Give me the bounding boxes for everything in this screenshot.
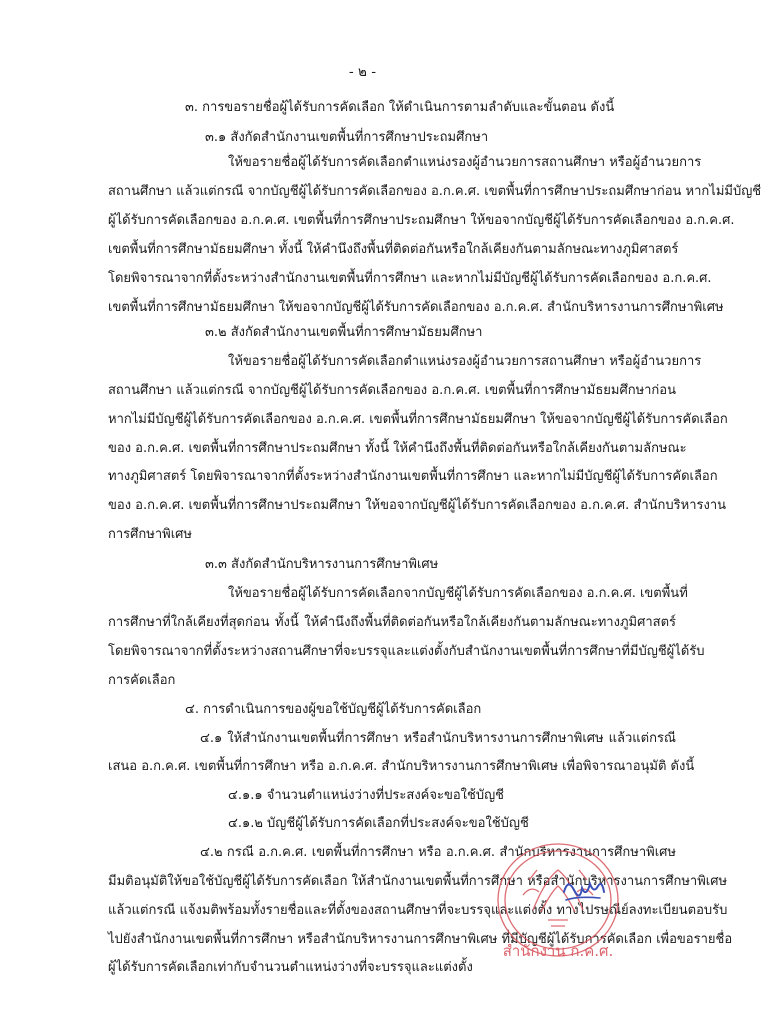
document-line: การคัดเลือก [108, 673, 176, 688]
document-line: ทางภูมิศาสตร์ โดยพิจารณาจากที่ตั้งระหว่างสำนักงานเขตพื้นที่การศึกษา และหากไม่มีบัญชีผู้ได้รับการคัดเลือก [108, 469, 718, 484]
document-line: สถานศึกษา แล้วแต่กรณี จากบัญชีผู้ได้รับการคัดเลือกของ อ.ก.ค.ศ. เขตพื้นที่การศึกษามัธยมศึกษาก่อน [108, 383, 676, 398]
document-line: เสนอ อ.ก.ค.ศ. เขตพื้นที่การศึกษา หรือ อ.ก.ค.ศ. สำนักบริหารงานการศึกษาพิเศษ เพื่อพิจารณาอนุมัติ ดังนี้ [108, 759, 695, 774]
document-line: ๓. การขอรายชื่อผู้ได้รับการคัดเลือก ให้ดำเนินการตามลำดับและขั้นตอน ดังนี้ [185, 100, 615, 115]
document-line: ๔. การดำเนินการของผู้ขอใช้บัญชีผู้ได้รับการคัดเลือก [185, 702, 482, 717]
document-line: ๔.๑ ให้สำนักงานเขตพื้นที่การศึกษา หรือสำนักบริหารงานการศึกษาพิเศษ แล้วแต่กรณี [200, 731, 676, 746]
document-line: ให้ขอรายชื่อผู้ได้รับการคัดเลือกตำแหน่งรองผู้อำนวยการสถานศึกษา หรือผู้อำนวยการ [228, 155, 702, 170]
document-line: ๔.๒ กรณี อ.ก.ค.ศ. เขตพื้นที่การศึกษา หรือ อ.ก.ค.ศ. สำนักบริหารงานการศึกษาพิเศษ [200, 845, 676, 860]
page-number: - ๒ - [348, 64, 377, 80]
document-line: ของ อ.ก.ค.ศ. เขตพื้นที่การศึกษาประถมศึกษา ให้ขอจากบัญชีผู้ได้รับการคัดเลือกของ อ.ก.ค.ศ. สำนักบริหารงาน [108, 498, 727, 513]
document-line: แล้วแต่กรณี แจ้งมติพร้อมทั้งรายชื่อและที่ตั้งของสถานศึกษาที่จะบรรจุและแต่งตั้ง ทางไปรษณีย์ลงทะเบียนตอบรับ [108, 903, 728, 918]
document-line: โดยพิจารณาจากที่ตั้งระหว่างสถานศึกษาที่จะบรรจุและแต่งตั้งกับสำนักงานเขตพื้นที่การศึกษาที่มีบัญชีผู้ได้รับ [108, 644, 705, 659]
document-line: ๓.๑ สังกัดสำนักงานเขตพื้นที่การศึกษาประถมศึกษา [205, 130, 489, 145]
document-line: โดยพิจารณาจากที่ตั้งระหว่างสำนักงานเขตพื้นที่การศึกษา และหากไม่มีบัญชีผู้ได้รับการคัดเลือกของ อ.ก.ค.ศ. [108, 271, 712, 286]
document-line: ๔.๑.๒ บัญชีผู้ได้รับการคัดเลือกที่ประสงค์จะขอใช้บัญชี [228, 816, 529, 831]
handwritten-signature [558, 872, 608, 908]
document-line: ผู้ได้รับการคัดเลือกของ อ.ก.ค.ศ. เขตพื้นที่การศึกษาประถมศึกษา ให้ขอจากบัญชีผู้ได้รับการคัดเลือกของ อ.ก.ค.ศ. [108, 213, 735, 228]
document-line: การศึกษาพิเศษ [108, 527, 192, 542]
document-line: ผู้ได้รับการคัดเลือกเท่ากับจำนวนตำแหน่งว่างที่จะบรรจุและแต่งตั้ง [108, 960, 473, 975]
document-line: การศึกษาที่ใกล้เคียงที่สุดก่อน ทั้งนี้ ให้คำนึงถึงพื้นที่ติดต่อกันหรือใกล้เคียงกันตามลักษณะทางภูมิศาสตร์ [108, 615, 676, 630]
document-line: ๓.๒ สังกัดสำนักงานเขตพื้นที่การศึกษามัธยมศึกษา [205, 325, 483, 340]
document-line: มีมติอนุมัติให้ขอใช้บัญชีผู้ได้รับการคัดเลือก ให้สำนักงานเขตพื้นที่การศึกษา หรือสำนักบริหารงานการศึกษาพิเศษ [108, 874, 728, 889]
document-line: ของ อ.ก.ค.ศ. เขตพื้นที่การศึกษาประถมศึกษา ทั้งนี้ ให้คำนึงถึงพื้นที่ติดต่อกันหรือใกล้เคียงกันตามลักษณะ [108, 441, 687, 456]
document-line: เขตพื้นที่การศึกษามัธยมศึกษา ทั้งนี้ ให้คำนึงถึงพื้นที่ติดต่อกันหรือใกล้เคียงกันตามลักษณะทางภูมิศาสตร์ [108, 242, 679, 257]
document-line: ๓.๓ สังกัดสำนักบริหารงานการศึกษาพิเศษ [205, 557, 439, 572]
document-line: ๔.๑.๑ จำนวนตำแหน่งว่างที่ประสงค์จะขอใช้บัญชี [228, 788, 504, 803]
seal-text: สำนักงาน ก.ค.ศ. [502, 942, 614, 960]
document-line: ไปยังสำนักงานเขตพื้นที่การศึกษา หรือสำนักบริหารงานการศึกษาพิเศษ ที่มีบัญชีผู้ได้รับการคัดเลือก เพื่อขอรายชื่อ [108, 932, 733, 947]
document-line: ให้ขอรายชื่อผู้ได้รับการคัดเลือกตำแหน่งรองผู้อำนวยการสถานศึกษา หรือผู้อำนวยการ [228, 354, 702, 369]
document-line: หากไม่มีบัญชีผู้ได้รับการคัดเลือกของ อ.ก.ค.ศ. เขตพื้นที่การศึกษามัธยมศึกษา ให้ขอจากบัญชีผู้ได้รับการคัดเลือก [108, 412, 728, 427]
document-line: ให้ขอรายชื่อผู้ได้รับการคัดเลือกจากบัญชีผู้ได้รับการคัดเลือกของ อ.ก.ค.ศ. เขตพื้นที่ [228, 586, 688, 601]
document-line: สถานศึกษา แล้วแต่กรณี จากบัญชีผู้ได้รับการคัดเลือกของ อ.ก.ค.ศ. เขตพื้นที่การศึกษาประถมศึกษาก่อน หากไม่มีบัญชี [108, 184, 761, 199]
document-line: เขตพื้นที่การศึกษามัธยมศึกษา ให้ขอจากบัญชีผู้ได้รับการคัดเลือกของ อ.ก.ค.ศ. สำนักบริหารงานการศึกษาพิเศษ [108, 300, 724, 315]
